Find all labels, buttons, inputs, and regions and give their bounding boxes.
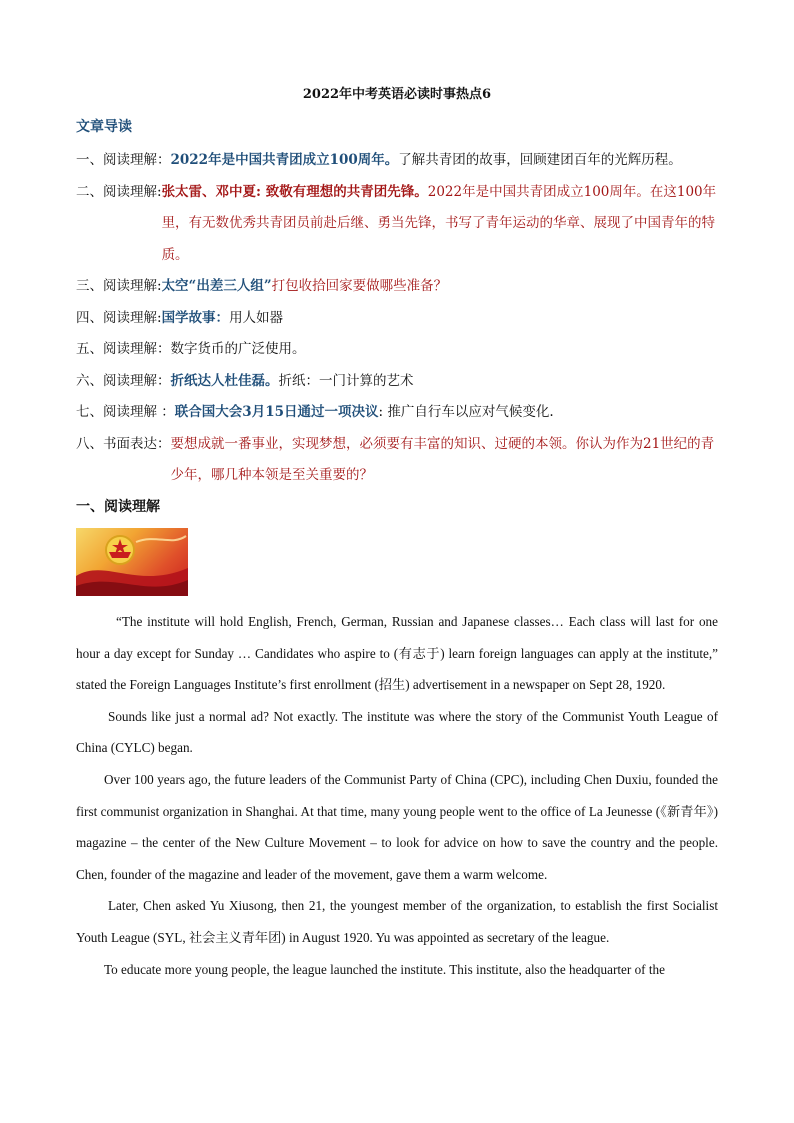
- guide-item: [76, 303, 726, 335]
- guide-list: [76, 145, 726, 492]
- guide-heading: 文章导读: [76, 119, 132, 135]
- guide-item-highlight: 张太雷、邓中夏: 致敬有理想的共青团先锋。: [161, 183, 428, 200]
- guide-item-text: 数字货币的广泛使用。: [170, 341, 306, 357]
- article-paragraph: To educate more young people, the league launched the institute. This institute, also the headquarter of the: [104, 961, 665, 977]
- guide-item-highlight: 折纸达人杜佳磊。: [170, 372, 279, 389]
- guide-item-highlight: 联合国大会3月15日通过一项决议: [174, 404, 379, 420]
- guide-item-text: 要想成就一番事业，实现梦想，必须要有丰富的知识、过硬的本领。你认为作为21世纪的青少年，哪几种本领是至关重要的？: [170, 435, 715, 483]
- guide-item-number: 四、阅读理解:: [76, 309, 162, 326]
- guide-item-highlight: 2022年是中国共青团成立100周年。: [170, 152, 399, 168]
- guide-item-number: 二、阅读理解:: [76, 183, 162, 200]
- article-body: [76, 606, 718, 985]
- guide-item: [76, 145, 726, 177]
- page-title: 2022年中考英语必读时事热点6: [302, 87, 492, 102]
- guide-item-number: 五、阅读理解：: [76, 341, 171, 357]
- league-emblem-image: [76, 528, 188, 596]
- guide-item-highlight: 太空“出差三人组”: [161, 278, 272, 294]
- guide-item: [76, 177, 726, 272]
- guide-item-text: 折纸：一门计算的艺术: [278, 372, 414, 389]
- guide-item-text: 打包收拾回家要做哪些准备？: [271, 278, 448, 294]
- section-heading: 一、阅读理解: [76, 499, 160, 515]
- guide-item: [76, 366, 726, 398]
- guide-item-highlight: 国学故事：: [161, 309, 230, 326]
- guide-item-text: 了解共青团的故事，回顾建团百年的光辉历程。: [398, 152, 682, 168]
- guide-item-number: 一、阅读理解：: [76, 152, 171, 168]
- emblem-illustration: [76, 528, 188, 596]
- guide-item: [76, 397, 726, 429]
- guide-item-number: 六、阅读理解：: [76, 372, 171, 389]
- guide-item-number: 三、阅读理解:: [76, 278, 162, 294]
- guide-item: [76, 271, 726, 303]
- guide-item: [76, 429, 726, 492]
- article-paragraph: “The institute will hold English, French, German, Russian and Japanese classes… Each class will last for one hour a day except for Sunday … Candidates who aspire to (有志于) learn foreign languages can apply at the institute,” stated the Foreign Languages Institute’s first enrollment (招生) advertisement in a newspaper on Sept 28, 1920.: [76, 614, 718, 693]
- article-paragraph: Later, Chen asked Yu Xiusong, then 21, the youngest member of the organization, to establish the first Socialist Youth League (SYL, 社会主义青年团) in August 1920. Yu was appointed as secretary of the league.: [76, 898, 718, 945]
- article-paragraph: Over 100 years ago, the future leaders of the Communist Party of China (CPC), including Chen Duxiu, founded the first communist organization in Shanghai. At that time, many young people went to the office of La Jeunesse (《新青年》) magazine – the center of the New Culture Movement – to look for advice on how to save the country and the people. Chen, founder of the magazine and leader of the movement, gave them a warm welcome.: [76, 771, 718, 882]
- guide-item-text: : 推广自行车以应对气候变化.: [378, 404, 554, 420]
- guide-item-number: 七、阅读理解 ：: [76, 404, 175, 420]
- guide-item: [76, 334, 726, 366]
- guide-item-text: 用人如器: [229, 309, 284, 326]
- guide-item-text: 2022年是中国共青团成立100周年。在这100年里，有无数优秀共青团员前赴后继、勇当先锋，书写了青年运动的华章、展现了中国青年的特质。: [161, 183, 717, 263]
- article-paragraph: Sounds like just a normal ad? Not exactly. The institute was where the story of the Communist Youth League of China (CYLC) began.: [76, 708, 718, 756]
- guide-item-number: 八、书面表达：: [76, 435, 171, 452]
